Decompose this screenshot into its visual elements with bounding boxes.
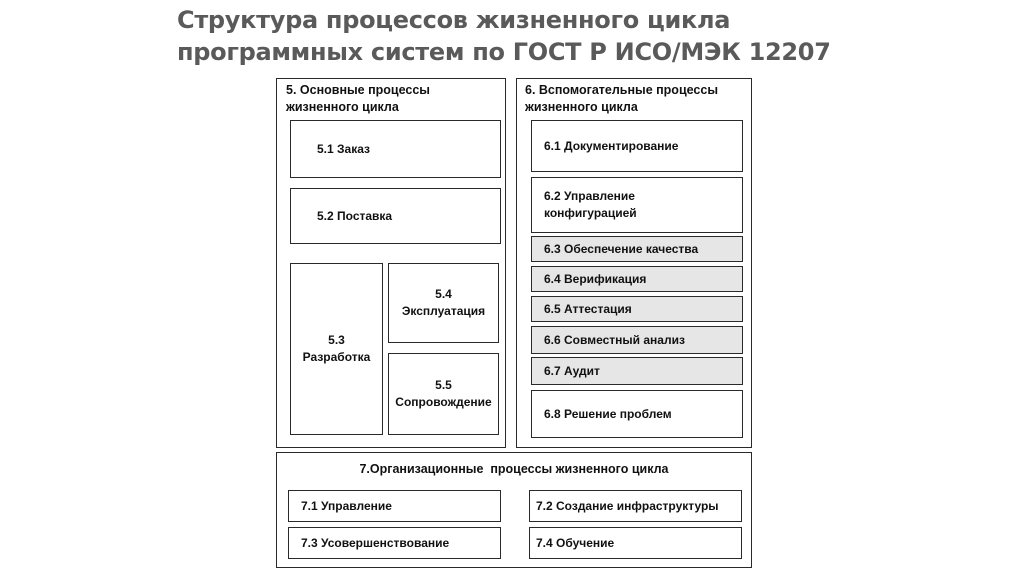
process-6-6-label: 6.6 Совместный анализ — [544, 332, 685, 347]
main-processes-header-line-1: 5. Основные процессы — [286, 83, 430, 97]
process-6-2 — [531, 177, 743, 233]
support-processes-header — [525, 82, 718, 116]
process-5-5-number: 5.5 — [435, 378, 452, 392]
process-6-7-label: 6.7 Аудит — [544, 363, 600, 378]
process-5-4-operation — [388, 263, 499, 343]
process-6-7 — [531, 357, 743, 385]
process-7-4 — [529, 527, 742, 559]
process-6-4-label: 6.4 Верификация — [544, 271, 647, 286]
process-6-1-label: 6.1 Документирование — [544, 138, 679, 153]
process-7-2 — [529, 490, 742, 522]
process-7-3 — [288, 527, 501, 559]
process-5-4-number: 5.4 — [435, 287, 452, 301]
title-line-1: Структура процессов жизненного цикла — [177, 6, 731, 34]
process-7-1-label: 7.1 Управление — [301, 498, 392, 513]
process-5-5-maintenance — [388, 353, 499, 435]
process-7-4-label: 7.4 Обучение — [536, 535, 615, 550]
support-processes-header-line-1: 6. Вспомогательные процессы — [525, 83, 718, 97]
process-6-3 — [531, 236, 743, 262]
main-processes-header — [286, 82, 430, 116]
process-6-6 — [531, 326, 743, 354]
process-5-1-label: 5.1 Заказ — [317, 141, 370, 156]
main-processes-header-line-2: жизненного цикла — [286, 100, 399, 114]
process-5-2-supply — [290, 188, 501, 244]
support-processes-header-line-2: жизненного цикла — [525, 100, 638, 114]
process-7-1 — [288, 490, 501, 522]
org-processes-header: 7.Организационные процессы жизненного цикла — [359, 462, 669, 476]
process-6-2-label-line-2: конфигурацией — [544, 206, 637, 220]
process-6-8 — [531, 390, 743, 438]
process-5-2-label: 5.2 Поставка — [317, 208, 393, 223]
process-7-2-label: 7.2 Создание инфраструктуры — [536, 498, 719, 513]
process-6-5 — [531, 296, 743, 322]
process-7-3-label: 7.3 Усовершенствование — [301, 535, 450, 550]
page-title — [177, 4, 997, 68]
process-5-3-label: Разработка — [302, 350, 371, 364]
title-line-2: программных систем по ГОСТ Р ИСО/МЭК 12207 — [177, 38, 831, 66]
process-6-2-label-line-1: 6.2 Управление — [544, 189, 635, 203]
process-5-4-label: Эксплуатация — [401, 304, 486, 318]
process-5-3-number: 5.3 — [328, 333, 345, 347]
process-6-8-label: 6.8 Решение проблем — [544, 406, 672, 421]
process-6-4 — [531, 266, 743, 292]
process-5-5-label: Сопровождение — [395, 395, 492, 409]
process-6-5-label: 6.5 Аттестация — [544, 301, 632, 316]
process-6-3-label: 6.3 Обеспечение качества — [544, 241, 699, 256]
process-6-1 — [531, 120, 743, 172]
process-5-1-order — [290, 120, 501, 178]
process-5-3-development — [290, 263, 383, 435]
